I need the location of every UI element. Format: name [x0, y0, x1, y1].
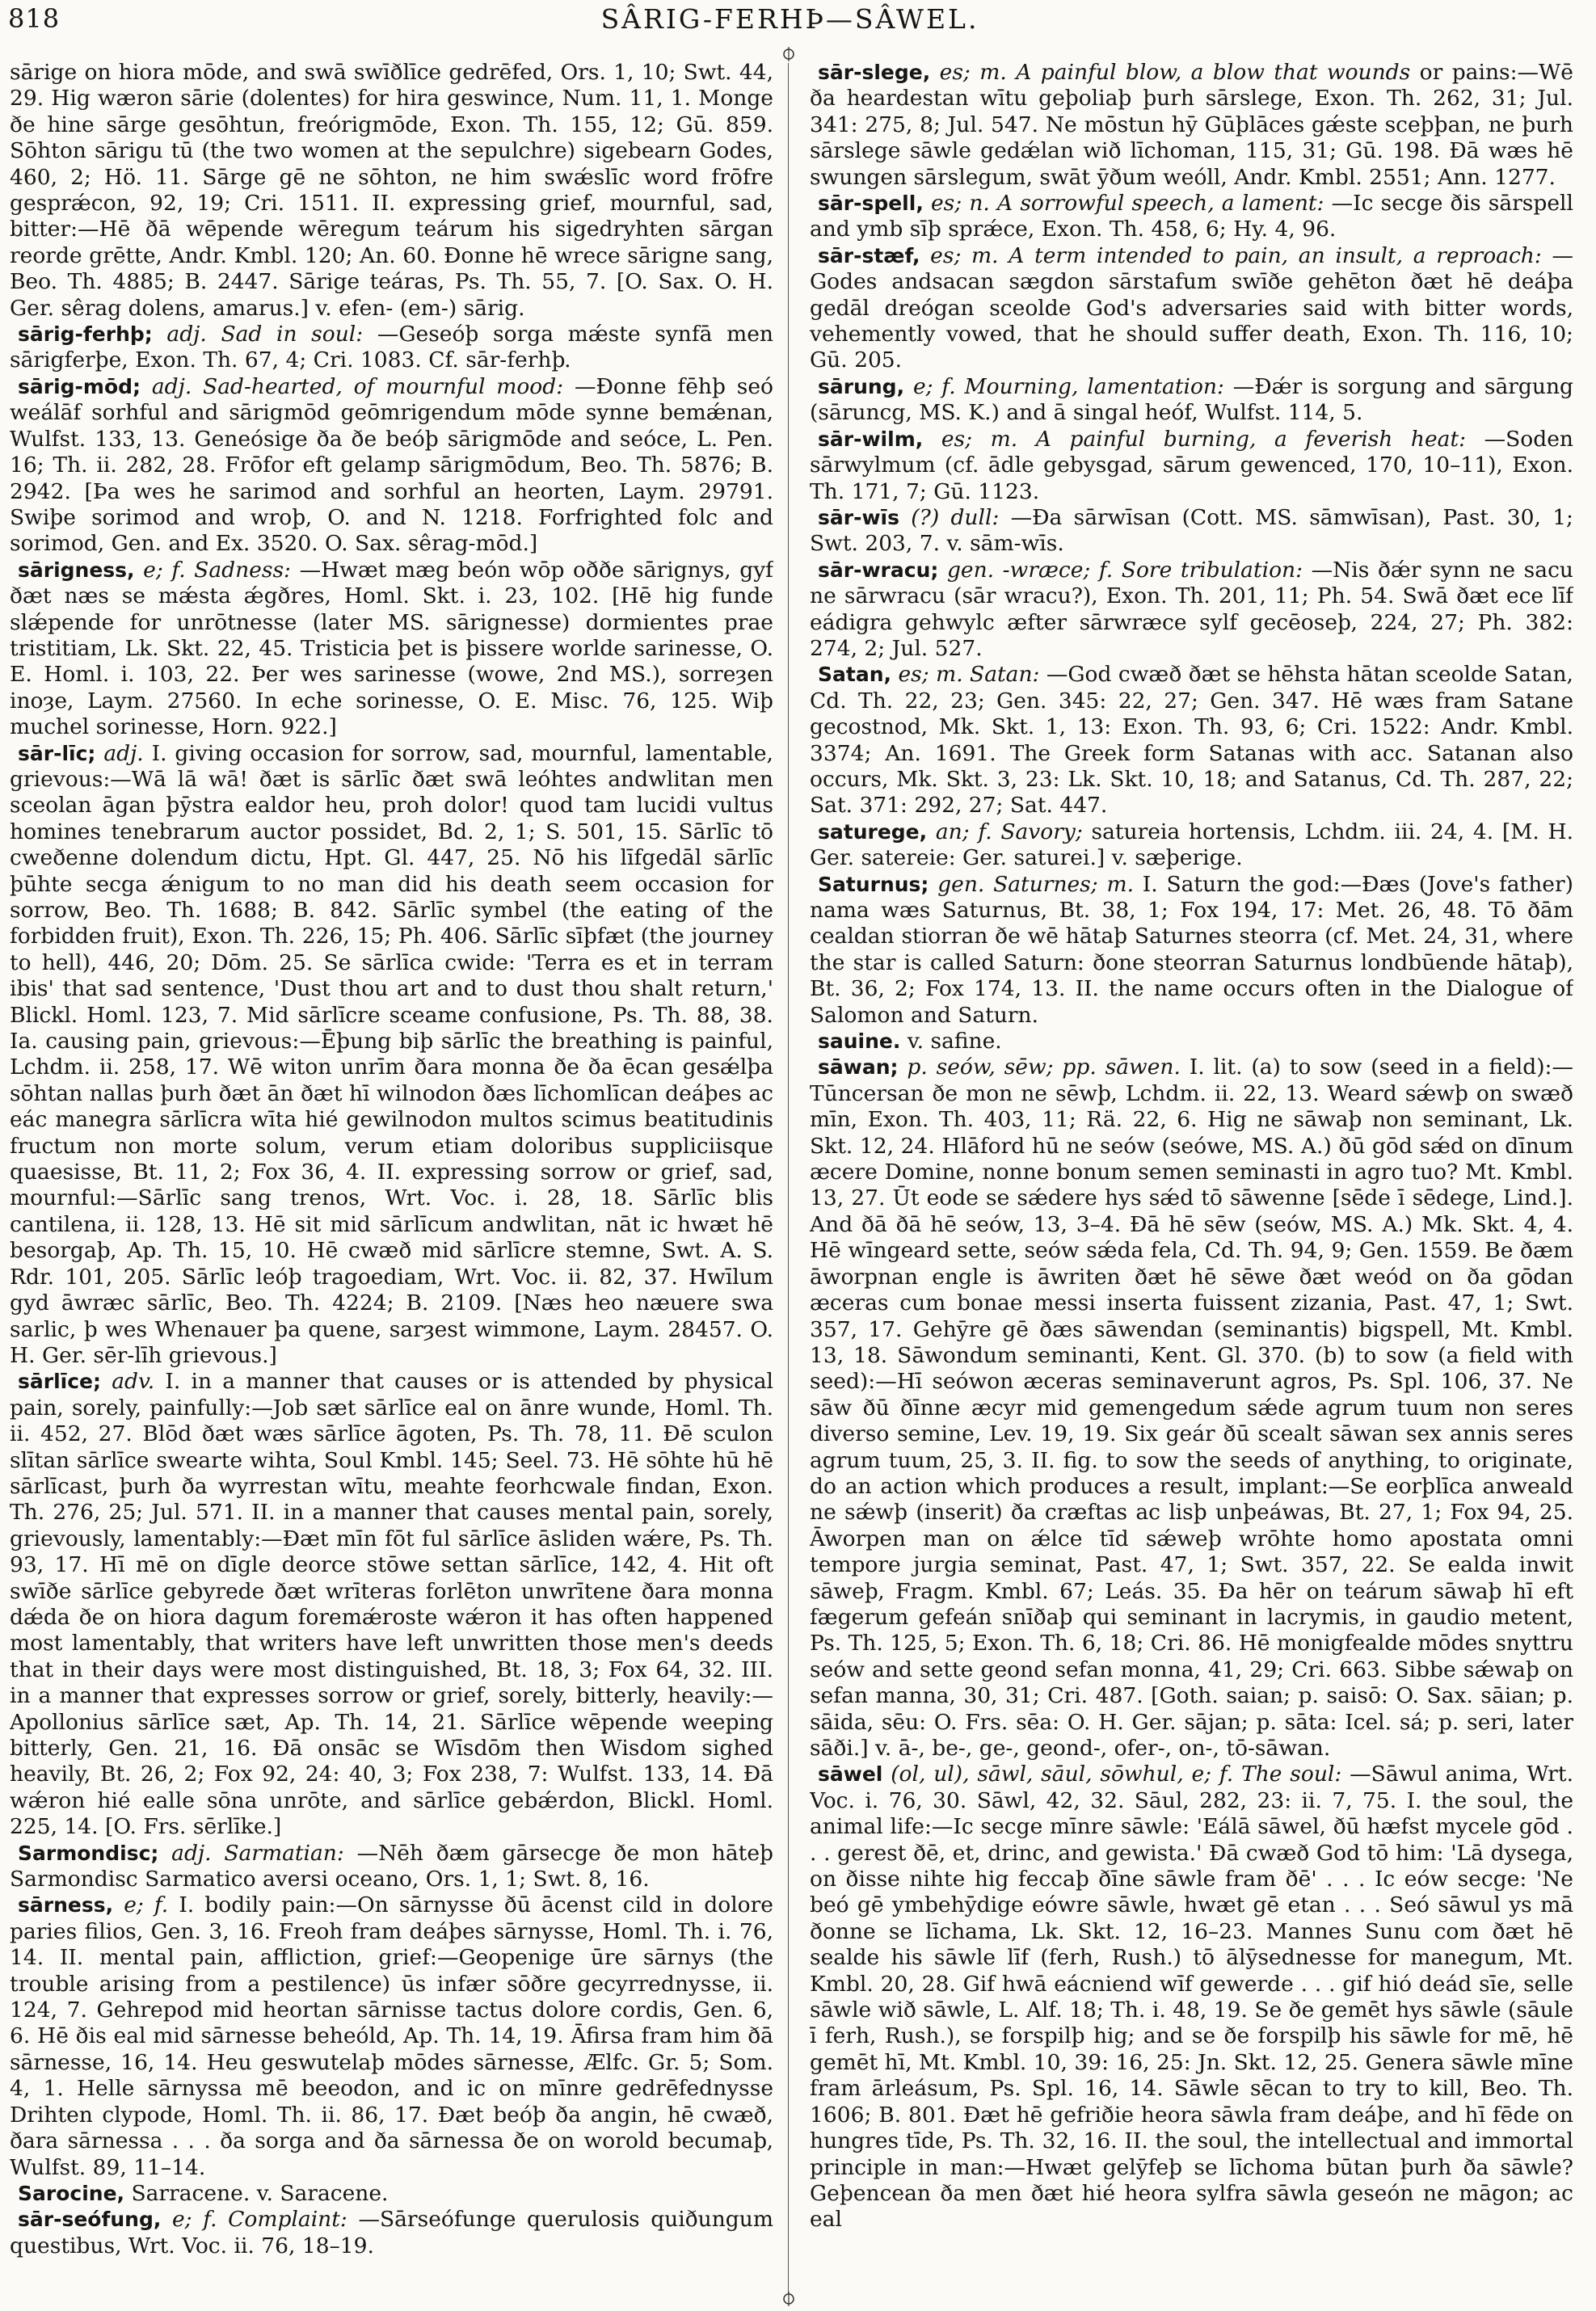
entry-body: sārige on hiora mōde, and swā swīðlīce gedrēfed, Ors. 1, 10; Swt. 44, 29. Hig wæron sārie (dolentes) for hira geswince, Num. 11, 1. Monge ðe hine sārge gesōhtun, freórigmōde, Exon. Th. 155, 12; Gū. 859. Sōhton sārigu tū (the two women at the sepulchre) sigebearn Godes, 460, 2; Hö. 11. Sārge gē ne sōhton, ne him swǽslīc word frōfre gesprǽcon, 92, 19; Cri. 1511. II. expressing grief, mournful, sad, bitter:—Hē ðā wēpende wēregum teárum his sigedryhten sārgan reorde grētte, Andr. Kmbl. 120; An. 60. Ðonne hē wrece sārigne sang, Beo. Th. 4885; B. 2447. Sārige teáras, Ps. Th. 55, 7. [O. Sax. O. H. Ger. sêrag dolens, amarus.] v. efen- (em-) sārig. [10, 60, 773, 321]
entry-body: —Ða sārwīsan (Cott. MS. sāmwīsan), Past. 30, 1; Swt. 203, 7. v. sām-wīs. [810, 504, 1573, 557]
dictionary-entry [810, 1054, 1573, 1762]
entry-definition: es; m. A painful blow, a blow that wounds [939, 60, 1411, 85]
entry-definition: e; f. Mourning, lamentation: [912, 373, 1224, 399]
entry-definition: (?) dull: [911, 504, 1000, 530]
headword: sārlīce; [18, 1370, 101, 1394]
entry-body: I. Saturn the god:—Ðæs (Jove's father) nama wæs Saturnus, Bt. 38, 1; Fox 194, 17: Met. 26, 48. Tō ðām cealdan stiorran ðe wē hātaþ Saturnes steorra (cf. Met. 24, 31, where the star is called Saturn: ðone steorran Saturnus londbūende hātaþ), Bt. 36, 2; Fox 174, 13. II. the name occurs often in the Dialogue of Salomon and Saturn. [810, 871, 1573, 1028]
dictionary-entry [810, 60, 1573, 191]
entry-body: —Nis ðǽr synn ne sacu ne sārwracu (sār wracu?), Exon. Th. 201, 11; Ph. 54. Swā ðæt ece līf eádigra gehwylc æfter sārwræce sylf gecēoseþ, 224, 27; Ph. 382: 274, 2; Jul. 527. [810, 557, 1573, 661]
dictionary-entry [10, 558, 773, 741]
column-rule [788, 63, 789, 2293]
entry-body: I. in a manner that causes or is attended by physical pain, sorely, painfully:—Job sæt sārlīce eal on ānre wunde, Homl. Th. ii. 452, 27. Blōd ðæt wæs sārlīce āgoten, Ps. Th. 78, 11. Ðē sculon slītan sārlīce swearte wihta, Soul Kmbl. 145; Seel. 73. Hē sōhte hū hē sārlīcast, þurh ða wyrrestan wītu, meahte feorhcwale findan, Exon. Th. 276, 25; Jul. 571. II. in a manner that causes mental pain, sorely, grievously, lamentably:—Ðæt mīn fōt ful sārlīce āsliden wǽre, Ps. Th. 93, 17. Hī mē on dīgle deorce stōwe settan sārlīce, 142, 4. Hit oft swīðe sārlīce gebyrede ðæt wrīteras forlēton unwrītene ðara monna dǽda ðe on hiora dagum foremǽroste wǽron it has often happened most lamentably, that writers have left unwritten those men's deeds that in their days were most distinguished, Bt. 18, 3; Fox 64, 32. III. in a manner that expresses sorrow or grief, sorely, bitterly, heavily:—Apollonius sārlīce sæt, Ap. Th. 14, 21. Sārlīce wēpende weeping bitterly, Gen. 21, 16. Ðā onsāc se Wīsdōm then Wisdom sighed heavily, Bt. 26, 2; Fox 92, 24: 40, 3; Fox 238, 7: Wulfst. 133, 14. Ðā wǽron hié ealle sōna unrōte, and sārlīce gebǽrdon, Blickl. Homl. 225, 14. [O. Frs. sērlīke.] [10, 1369, 773, 1840]
entry-definition: adj. [103, 740, 144, 766]
entry-definition: adj. Sad-hearted, of mournful mood: [151, 373, 564, 399]
entry-definition: e; f. Sadness: [143, 557, 291, 583]
dictionary-entry [810, 1762, 1573, 2233]
entry-definition: gen. -wræce; f. Sore tribulation: [946, 557, 1303, 583]
headword: sāwan; [818, 1055, 899, 1080]
entry-body: —Ðǽr is sorgung and sārgung (sāruncg, MS. K.) and ā singal heóf, Wulfst. 114, 5. [810, 373, 1573, 426]
dictionary-entry [10, 1892, 773, 2180]
dictionary-entry [10, 374, 773, 558]
headword: sār-stæf, [818, 243, 920, 267]
headword: saturege, [818, 819, 928, 844]
page-number: 818 [8, 3, 61, 34]
entry-definition: p. seów, sēw; pp. sāwen. [907, 1054, 1181, 1080]
entry-body: I. bodily pain:—On sārnysse ðū ācenst cild in dolore paries filios, Gen. 3, 16. Freoh fram deáþes sārnysse, Homl. Th. i. 76, 14. II. mental pain, affliction, grief:—Geopenige ūre sārnys (the trouble arising from a pestilence) ūs infær sōðre gecyrrednysse, ii. 124, 7. Gehrepod mid heortan sārnisse tactus dolore cordis, Gen. 6, 6. Hē ðis eal mid sārnesse beheóld, Ap. Th. 14, 19. Āfirsa fram him ðā sārnesse, 16, 14. Heu geswutelaþ mōdes sārnesse, Ælfc. Gr. 5; Som. 4, 1. Helle sārnyssa mē beeodon, and ic on mīnre gedrēfednysse Drihten clypode, Homl. Th. ii. 86, 17. Ðæt beóþ ða angin, hē cwæð, ðara sārnessa . . . ða sorga and ða sārnessa ðe on worold becumaþ, Wulfst. 89, 11–14. [10, 1892, 773, 2180]
headword: Satan, [818, 663, 891, 687]
headword: sārung, [818, 374, 905, 398]
headword: sārig-ferhþ; [18, 322, 153, 347]
headword: sāwel [818, 1762, 883, 1787]
entry-body: —Ic secge ðis sārspell and ymb sīþ sprǽce, Exon. Th. 458, 6; Hy. 4, 96. [810, 191, 1573, 242]
entry-body: —Ðonne fēhþ seó weálāf sorhful and sārigmōd geōmrigendum mōde synne bemǽnan, Wulfst. 133, 13. Geneósige ða ðe beóþ sārigmōde and seóce, L. Pen. 16; Th. ii. 282, 28. Frōfor eft gelamp sārigmōdum, Beo. Th. 5876; B. 2942. [Þa wes he sarimod and sorhful an heorten, Laym. 29791. Swiþe sorimod and wroþ, O. and N. 1218. Forfrighted folc and sorimod, Gen. and Ex. 3520. O. Sax. sêrag-mōd.] [10, 373, 773, 557]
entry-definition: adj. Sarmatian: [171, 1840, 344, 1866]
headword: sauine. [818, 1029, 901, 1054]
headword: sār-seófung, [18, 2208, 162, 2232]
dictionary-entry [810, 558, 1573, 663]
dictionary-entry [10, 1369, 773, 1840]
headword: sār-spell, [818, 192, 924, 216]
entry-body: satureia hortensis, Lchdm. iii. 24, 4. [M. H. Ger. satereie: Ger. saturei.] v. sæþerige. [810, 819, 1573, 871]
column-ornament-top-icon [781, 47, 796, 61]
dictionary-entry [10, 2207, 773, 2259]
entry-definition: e; f. [124, 1892, 169, 1918]
entry-definition: es; m. A painful burning, a feverish heat: [941, 426, 1467, 452]
entry-definition: gen. Saturnes; m. [937, 871, 1135, 897]
entry-body: —Sārseófunge querulosis quiðungum questibus, Wrt. Voc. ii. 76, 18–19. [10, 2207, 773, 2258]
running-title: SÂRIG-FERHÞ—SÂWEL. [600, 3, 979, 35]
dictionary-entry [810, 505, 1573, 558]
entry-body: —Geseóþ sorga mǽste synfā men sārigferþe, Exon. Th. 67, 4; Cri. 1083. Cf. sār-ferhþ. [10, 322, 773, 373]
entry-body: Sarracene. v. Saracene. [131, 2180, 389, 2206]
entry-body: —Hwæt mæg beón wōp oððe sārignys, gyf ðæt næs se mǽsta ǽgðres, Homl. Skt. i. 23, 102. [Hē hig funde slǽpende for unrōtnesse (later MS. sārignesse) dormientes prae tristitiam, Lk. Skt. 22, 45. Tristicia þet is þissere worlde sarinesse, O. E. Homl. i. 103, 22. Þer wes sarinesse (wowe, 2nd MS.), sorreȝen inoȝe, Laym. 27560. In eche sorinesse, O. E. Misc. 76, 125. Wiþ muchel sorinesse, Horn. 922.] [10, 557, 773, 740]
headword: sār-līc; [18, 741, 96, 765]
entry-body: —Soden sārwylmum (cf. ādle gebysgad, sārum gewenced, 170, 10–11), Exon. Th. 171, 7; Gū. 1123. [810, 426, 1573, 504]
headword: Saturnus; [818, 872, 929, 896]
headword: sārness, [18, 1893, 114, 1917]
headword: sār-wilm, [818, 427, 924, 451]
entry-definition: e; f. Complaint: [171, 2207, 347, 2233]
headword: sār-slege, [818, 61, 931, 84]
headword: sārig-mōd; [18, 374, 141, 398]
entry-body: —Nēh ðæm gārsecge ðe mon hāteþ Sarmondisc Sarmatico aversi oceano, Ors. 1, 1; Swt. 8, 16. [10, 1840, 773, 1892]
entry-body: v. safine. [907, 1029, 1002, 1054]
entry-definition: an; f. Savory; [935, 819, 1083, 844]
left-column [10, 60, 773, 2298]
headword: Sarmondisc; [18, 1841, 159, 1865]
entry-body: or pains:—Wē ða heardestan wītu geþoliaþ þurh sārslege, Exon. Th. 262, 31; Jul. 341: 275, 8; Jul. 547. Ne mōstun hȳ Gūþlāces gǽste sceþþan, ne þurh sārslege sāwle gedǽlan wið līchoman, 115, 31; Gū. 198. Ðā wæs hē swungen sārslegum, swāt ȳðum weóll, Andr. Kmbl. 2551; Ann. 1277. [810, 60, 1573, 190]
dictionary-entry [10, 741, 773, 1370]
dictionary-entry [810, 427, 1573, 505]
headword: sār-wracu; [818, 558, 939, 582]
dictionary-entry [810, 662, 1573, 819]
dictionary-entry [810, 191, 1573, 243]
entry-definition: (ol, ul), sāwl, sāul, sōwhul, e; f. The soul: [891, 1762, 1342, 1787]
entry-body: I. lit. (a) to sow (seed in a field):—Tūncersan ðe mon ne sēwþ, Lchdm. ii. 22, 13. Weard sǽwþ on swæð mīn, Exon. Th. 403, 11; Rä. 22, 6. Hig ne sāwaþ non seminant, Lk. Skt. 12, 24. Hlāford hū ne seów (seówe, MS. A.) ðū gōd sǽd on dīnum æcere Domine, nonne bonum semen seminasti in agro tuo? Mt. Kmbl. 13, 27. Ūt eode se sǽdere hys sǽd tō sāwenne [sēde ī sēdege, Lind.]. And ðā ðā hē seów, 13, 3–4. Ðā hē sēw (seów, MS. A.) Mk. Skt. 4, 4. Hē wīngeard sette, seów sǽda fela, Cd. Th. 94, 9; Gen. 1559. Be ðæm āworpnan engle is āwriten ðæt hē sēwe ðæt weód on ða gōdan æceras cum bonae messi inserta fuissent zizania, Past. 47, 1; Swt. 357, 17. Gehȳre gē ðæs sāwendan (seminantis) bigspell, Mt. Kmbl. 13, 18. Sāwondum seminanti, Kent. Gl. 370. (b) to sow (a field with seed):—Hī seówon æceras seminaverunt agros, Ps. Spl. 106, 37. Ne sāw ðū ðīnne æcyr mid gemengedum sǽde agrum tuum non seres diverso semine, Lev. 19, 19. Six geár ðū scealt sāwan sex annis seres agrum tuum, 25, 3. II. fig. to sow the seeds of anything, to originate, do an action which produces a result, implant:—Se eorþlīca anweald ne sǽwþ (inserit) ða cræftas ac lisþ unþeáwas, Bt. 27, 1; Fox 94, 25. Āworpen man on ǽlce tīd sǽweþ wrōhte homo apostata omni tempore jurgia seminat, Past. 47, 1; Swt. 357, 22. Se ealda inwit sāweþ, Fragm. Kmbl. 67; Leás. 35. Ða hēr on teárum sāwaþ hī eft fægerum gefeán snīðaþ qui seminant in lacrymis, in gaudio metent, Ps. Th. 125, 5; Exon. Th. 6, 18; Cri. 86. Hē monigfealde mōdes snyttru seów and sette geond sefan monna, 41, 29; Cri. 663. Sibbe sǽwaþ on sefan manna, 30, 31; Cri. 487. [Goth. saian; p. saisō: O. Sax. sāian; p. sāida, sēu: O. Frs. sēa: O. H. Ger. sājan; p. sāta: Icel. sá; p. seri, later sāði.] v. ā-, be-, ge-, geond-, ofer-, on-, tō-sāwan. [810, 1054, 1573, 1761]
entry-definition: es; n. A sorrowful speech, a lament: [931, 191, 1324, 217]
entry-definition: es; m. A term intended to pain, an insult, a reproach: [930, 242, 1542, 268]
entry-body: —God cwæð ðæt se hēhsta hātan sceolde Satan, Cd. Th. 22, 23; Gen. 345: 22, 27; Gen. 347. Hē wæs fram Satane gecostnod, Mk. Skt. 1, 13: Exon. Th. 93, 6; Cri. 1522: Andr. Kmbl. 3374; An. 1691. The Greek form Satanas with acc. Satanan also occurs, Mk. Skt. 3, 23: Lk. Skt. 10, 18; and Satanus, Cd. Th. 287, 22; Sat. 371: 292, 27; Sat. 447. [810, 662, 1573, 819]
running-header [8, 0, 1572, 42]
dictionary-entry [810, 243, 1573, 374]
entry-body: —Godes andsacan sægdon sārstafum swīðe gehēton ðæt hē deáþa gedāl dreógan sceolde God's adversaries said with bitter words, vehemently vowed, that he should suffer death, Exon. Th. 116, 10; Gū. 205. [810, 242, 1573, 373]
dictionary-entry [810, 872, 1573, 1029]
column-ornament-bottom-icon [781, 2292, 796, 2306]
right-column [810, 60, 1573, 2298]
entry-body: I. giving occasion for sorrow, sad, mournful, lamentable, grievous:—Wā lā wā! ðæt is sārlīc ðæt swā leóhtes andwlitan men sceolan āgan þȳstra ealdor heu, proh dolor! quod tam lucidi vultus homines tenebrarum auctor possidet, Bd. 2, 1; S. 501, 15. Sārlīc tō cweðenne dolendum dictu, Hpt. Gl. 447, 25. Nō his līfgedāl sārlīc þūhte secga ǽnigum to no man did his death seem occasion for sorrow, Beo. Th. 1688; B. 842. Sārlīc symbel (the eating of the forbidden fruit), Exon. Th. 226, 15; Ph. 406. Sārlīc sīþfæt (the journey to hell), 446, 20; Dōm. 25. Se sārlīca cwide: 'Terra es et in terram ibis' that sad sentence, 'Dust thou art and to dust thou shalt return,' Blickl. Homl. 123, 7. Mid sārlīcre sceame confusione, Ps. Th. 88, 38. Ia. causing pain, grievous:—Ēþung biþ sārlīc the breathing is painful, Lchdm. ii. 258, 17. Wē witon unrīm ðara monna ðe ða ēcan gesǽlþa sōhtan nallas þurh ðæt ān ðæt hī wilnodon ðæs līchomlīcan deáþes ac eác manegra sārlīcra wīta hié gewilnodon multos scimus beatitudinis fructum non morte solum, verum etiam doloribus suppliciisque quaesisse, Bt. 11, 2; Fox 36, 4. II. expressing sorrow or grief, sad, mournful:—Sārlīc sang trenos, Wrt. Voc. i. 28, 18. Sārlīc blis cantilena, ii. 128, 13. Hē sit mid sārlīcum andwlitan, nāt ic hwæt hē besorgaþ, Ap. Th. 15, 10. Hē cwæð mid sārlīcre stemne, Swt. A. S. Rdr. 101, 205. Sārlīc leóþ tragoediam, Wrt. Voc. ii. 82, 37. Hwīlum gyd āwræc sārlīc, Beo. Th. 4224; B. 2109. [Næs heo næuere swa sarlic, þ wes Whenauer þa quene, sarȝest wimmone, Laym. 28457. O. H. Ger. sēr-līh grievous.] [10, 740, 773, 1368]
headword: sār-wīs [818, 505, 900, 529]
dictionary-entry [810, 1029, 1573, 1054]
headword: sārigness, [18, 558, 135, 582]
dictionary-entry [810, 374, 1573, 427]
dictionary-entry [810, 819, 1573, 872]
entry-definition: adv. [112, 1369, 155, 1395]
dictionary-entry [10, 2181, 773, 2207]
entry-body: —Sāwul anima, Wrt. Voc. i. 76, 30. Sāwl, 42, 32. Sāul, 282, 23: ii. 7, 75. I. the soul, the animal life:—Ic secge mīnre sāwle: 'Eálā sāwel, ðū hæfst mycele gōd . . . gerest ðē, et, drinc, and gewista.' Ðā cwæð God tō him: 'Lā dysega, on ðisse nihte hig feccaþ ðīne sāwle fram ðē' . . . Ic eów secge: 'Ne beó gē ymbehȳdige eówre sāwle, hwæt gē etan . . . Seó sāwul ys mā ðonne se līchama, Lk. Skt. 12, 16–23. Mannes Sunu com ðæt hē sealde his sāwle līf (ferh, Rush.) tō ālȳsednesse for manegum, Mt. Kmbl. 20, 28. Gif hwā eácniend wīf gewerde . . . gif hió deád sīe, selle sāwle wið sāwle, L. Alf. 18; Th. i. 48, 19. Se ðe gemēt hys sāwle (sāule ī ferh, Rush.), se forspilþ hig; and se ðe forspilþ his sāwle for mē, hē gemēt hī, Mt. Kmbl. 10, 39: 16, 25: Jn. Skt. 12, 25. Genera sāwle mīne fram ārleásum, Ps. Spl. 16, 14. Sāwle sēcan to try to kill, Beo. Th. 1606; B. 801. Ðæt hē gefriðie heora sāwla fram deáþe, and hī fēde on hungres tīde, Ps. Th. 32, 16. II. the soul, the intellectual and immortal principle in man:—Hwæt gelȳfeþ se līchoma būtan þurh ða sāwle? Geþencean ða men ðæt hié heora sylfra sāwla geseón ne māgon; ac eal [810, 1762, 1573, 2233]
entry-definition: es; m. Satan: [898, 662, 1040, 688]
dictionary-entry [10, 1841, 773, 1893]
entry-definition: adj. Sad in soul: [166, 322, 364, 347]
dictionary-entry [10, 322, 773, 374]
headword: Sarocine, [18, 2181, 125, 2205]
dictionary-entry [10, 60, 773, 322]
